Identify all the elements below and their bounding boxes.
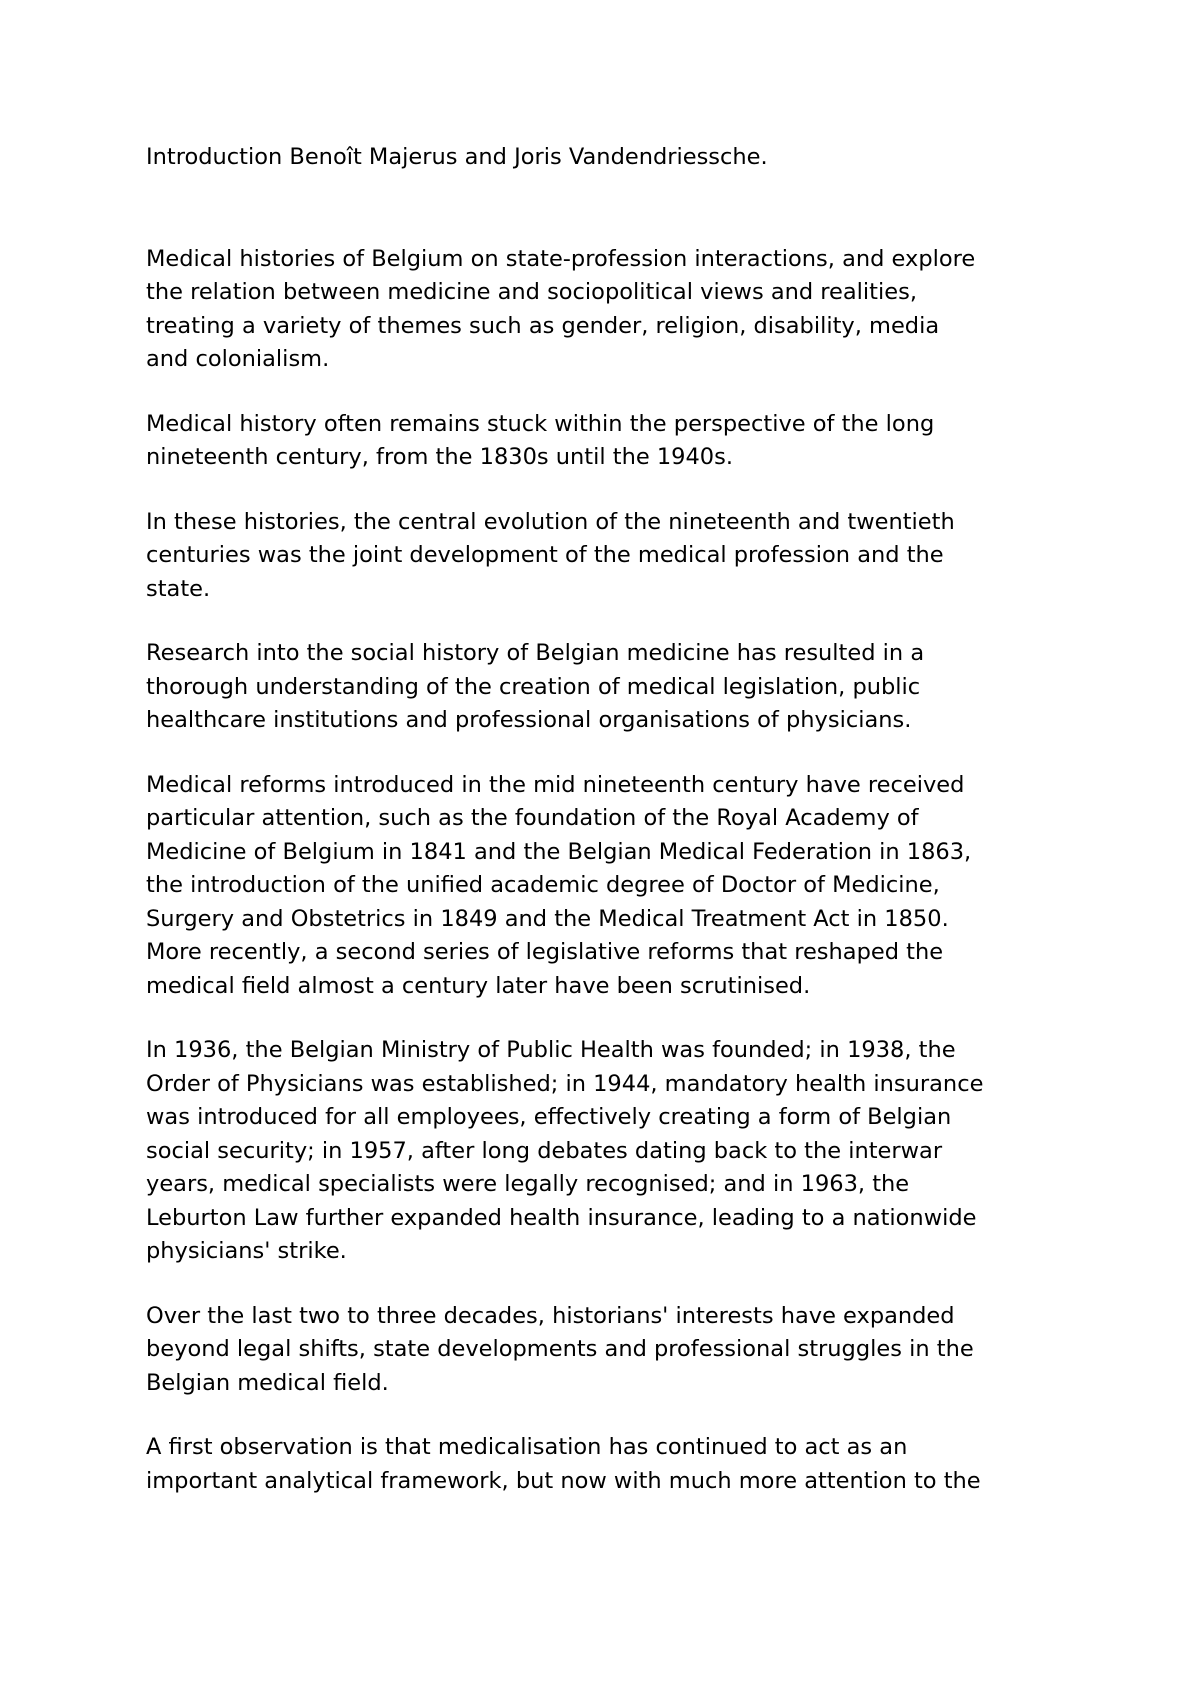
paragraph-line: More recently, a second series of legislative reforms that reshaped the xyxy=(146,939,944,965)
document-body xyxy=(146,141,1086,1529)
paragraph-line: healthcare institutions and professional organisations of physicians. xyxy=(146,707,912,733)
paragraph-line: Leburton Law further expanded health insurance, leading to a nationwide xyxy=(146,1204,977,1231)
paragraph-line: medical field almost a century later have been scrutinised. xyxy=(146,972,811,999)
paragraph-line: years, medical specialists were legally recognised; and in 1963, the xyxy=(146,1171,910,1197)
paragraph-line: Research into the social history of Belgian medicine has resulted in a xyxy=(146,640,925,666)
paragraph-line: and colonialism. xyxy=(146,346,330,372)
paragraph-line: social security; in 1957, after long debates dating back to the interwar xyxy=(146,1137,943,1164)
paragraph-line: the introduction of the unified academic degree of Doctor of Medicine, xyxy=(146,872,940,898)
document-title: Introduction Benoît Majerus and Joris Vandendriessche. xyxy=(146,144,768,170)
paragraph-line: particular attention, such as the foundation of the Royal Academy of xyxy=(146,805,919,831)
paragraph-line: Order of Physicians was established; in 1944, mandatory health insurance xyxy=(146,1070,984,1097)
paragraph-line: Belgian medical field. xyxy=(146,1369,389,1396)
paragraph-line: important analytical framework, but now with much more attention to the xyxy=(146,1467,981,1494)
paragraph-line: A first observation is that medicalisation has continued to act as an xyxy=(146,1434,908,1460)
paragraph-line: state. xyxy=(146,575,211,602)
paragraph xyxy=(146,637,1086,738)
paragraph-line: Surgery and Obstetrics in 1849 and the Medical Treatment Act in 1850. xyxy=(146,905,949,932)
paragraph-line: Medical history often remains stuck within the perspective of the long xyxy=(146,410,935,437)
paragraph xyxy=(146,1431,1086,1498)
paragraph-line: Medical reforms introduced in the mid nineteenth century have received xyxy=(146,771,965,798)
paragraph-line: the relation between medicine and sociopolitical views and realities, xyxy=(146,279,917,305)
paragraph xyxy=(146,243,1086,377)
paragraph-line: In these histories, the central evolution of the nineteenth and twentieth xyxy=(146,508,955,535)
paragraph xyxy=(146,1034,1086,1269)
paragraph xyxy=(146,506,1086,607)
paragraph-line: beyond legal shifts, state developments and professional struggles in the xyxy=(146,1336,974,1362)
paragraph-list xyxy=(146,243,1086,1499)
paragraph-line: physicians' strike. xyxy=(146,1238,347,1264)
paragraph-line: centuries was the joint development of the medical profession and the xyxy=(146,542,944,568)
paragraph-line: nineteenth century, from the 1830s until the 1940s. xyxy=(146,444,733,470)
paragraph xyxy=(146,769,1086,1004)
paragraph xyxy=(146,408,1086,475)
paragraph xyxy=(146,1300,1086,1401)
paragraph-line: treating a variety of themes such as gender, religion, disability, media xyxy=(146,312,940,339)
paragraph-line: Medical histories of Belgium on state-profession interactions, and explore xyxy=(146,245,976,272)
paragraph-line: Over the last two to three decades, historians' interests have expanded xyxy=(146,1302,955,1329)
paragraph-line: thorough understanding of the creation of medical legislation, public xyxy=(146,673,921,700)
paragraph-line: was introduced for all employees, effectively creating a form of Belgian xyxy=(146,1104,952,1130)
paragraph-line: In 1936, the Belgian Ministry of Public Health was founded; in 1938, the xyxy=(146,1037,956,1063)
paragraph-line: Medicine of Belgium in 1841 and the Belgian Medical Federation in 1863, xyxy=(146,838,972,865)
